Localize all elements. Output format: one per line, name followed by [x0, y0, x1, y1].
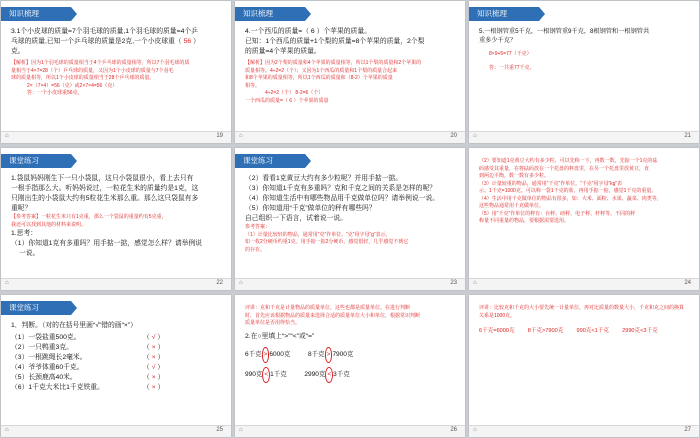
- slide-number: 21: [684, 133, 691, 139]
- hint-block: [245, 305, 457, 328]
- text-line: 乓球的质量,已知一个乒乓球的质量是2克,一个小皮球重（ 56 ）: [11, 38, 200, 45]
- judge-item: （5）长颈鹿高40米。 （ × ）: [11, 374, 165, 381]
- slide-header: 课堂练习: [1, 301, 71, 315]
- home-icon: ⌂: [239, 427, 243, 433]
- answer: 8千克>7900克: [527, 328, 564, 334]
- text-line: 只刚出生的小袋鼠大约有5粒花生米那么重。那么这只袋鼠有多: [11, 195, 199, 202]
- slide-footer: [1, 425, 231, 437]
- slide-header: 课堂练习: [235, 154, 305, 168]
- hint-line: 如一枚2分硬币约重1克。用手掂一掂2分硬币，感觉很轻，几乎感觉不到它: [245, 239, 409, 245]
- slide-header: 知识梳理: [1, 7, 71, 21]
- slide-body: [245, 27, 457, 105]
- home-icon: ⌂: [5, 133, 9, 139]
- text-line: 重多少千克？: [479, 37, 517, 44]
- home-icon: ⌂: [473, 427, 477, 433]
- hint-line: 到两边平衡，数一数有多少粒。: [479, 173, 550, 179]
- slide-header: 知识梳理: [235, 7, 305, 21]
- home-icon: ⌂: [473, 280, 477, 286]
- compare-title: 2.在○里填上“>”“<”或“=”: [245, 332, 315, 340]
- text-line: 3.1个小皮球的质量=7个羽毛球的质量,1个羽毛球的质量=4个乒: [11, 28, 198, 35]
- slide-body: [11, 321, 223, 393]
- hint-block: [479, 51, 691, 72]
- answer: 990克<1千克: [576, 328, 609, 334]
- judge-list: [11, 333, 223, 393]
- slide-25[interactable]: [1, 295, 231, 437]
- slide-22[interactable]: [1, 148, 231, 290]
- text-line: （5）你知道用“千克”做单位的秤有哪些吗？: [245, 205, 376, 212]
- slide-body: [479, 158, 691, 226]
- hint-line: 答：一个小皮球重56克。: [27, 90, 83, 96]
- text-line: 4.一个西瓜的质量=（ 6 ）个苹果的质量。: [245, 28, 371, 35]
- hint-line: 量相当于4×7=28（个）乒乓球的质量，又因为1个小皮球的质量与7个羽毛: [11, 67, 174, 74]
- slide-footer: [469, 425, 699, 437]
- answer: 2990克<3千克: [622, 328, 658, 334]
- answer: √: [151, 364, 156, 371]
- hint-line: （3）计量较重的物品，通常用“千克”作单位。“千克”用字母“kg”表: [479, 180, 623, 187]
- hint-line: 参考答案：: [245, 224, 271, 230]
- slide-body: [479, 305, 691, 336]
- slide-number: 19: [216, 133, 223, 139]
- compare-answer: <: [262, 367, 270, 383]
- slide-body: [11, 27, 223, 98]
- compare-answer: >: [325, 347, 333, 363]
- hint-line: 答：一共重77千克。: [489, 64, 535, 71]
- judge-item: （4）爷爷体重60千克。 （ √ ）: [11, 364, 165, 371]
- slide-number: 25: [216, 427, 223, 433]
- hint-line: 质量单位是否用得恰当。: [245, 320, 301, 326]
- slide-23[interactable]: [235, 148, 465, 290]
- slide-number: 20: [450, 133, 457, 139]
- slide-body: [245, 305, 457, 383]
- answer: ×: [151, 374, 156, 381]
- hint-line: 的存在。: [245, 246, 266, 253]
- slide-footer: [235, 131, 465, 143]
- home-icon: ⌂: [239, 133, 243, 139]
- answer: ×: [151, 344, 156, 351]
- compare-answer: >: [262, 347, 270, 363]
- hint-block: [245, 224, 457, 254]
- hint-line: 评讲：比较克和千克的大小要先统一计量单位，再对比质量的数量大小，千克和克之间的换算: [479, 305, 685, 311]
- slide-header: 课堂练习: [1, 154, 71, 168]
- hint-line: （5）用“千克”作单位的秤有：台秤、磅秤、电子秤、杆秤等，不同的秤: [479, 210, 636, 217]
- compare-answer: <: [325, 367, 333, 383]
- text-line: （3）你知道1千克有多重吗？克和千克之间的关系是怎样的呢？: [245, 185, 437, 192]
- slide-footer: [235, 425, 465, 437]
- hint-line: 4÷2=2（个） 8-2=6（个）: [265, 90, 324, 96]
- slide-19[interactable]: [1, 1, 231, 143]
- text-line: （1）你知道1克有多重吗？用手掂一掂，感觉怎么样？请举例说: [11, 240, 203, 247]
- answer: 56: [183, 38, 192, 45]
- text-line: 的质量=4个苹果的质量。: [245, 48, 321, 55]
- hint-line: 称量不同重量的物品，要根据需要选用。: [479, 218, 570, 224]
- hint-line: 码感受其重量，在将砝码放在一个托盘的秤盘里，在另一个托盘里放黄豆，直: [479, 165, 650, 172]
- slide-footer: [235, 278, 465, 290]
- compare-row: 990克 < 1千克 2990克 < 3千克: [245, 367, 457, 383]
- text-line: 克。: [11, 48, 25, 55]
- hint-line: 我还可以找到其他的材料来说明。: [11, 221, 87, 228]
- judge-item: （2）一只鸭重3克。 （ × ）: [11, 344, 165, 351]
- hint-line: 示。1千克=1000克。可以称一袋1千克的盐，再用手掂一掂，感觉1千克的重量。: [479, 188, 657, 194]
- slide-number: 24: [684, 280, 691, 286]
- compare-row: 6千克 > 6000克 8千克 > 7900克: [245, 347, 457, 363]
- slide-body: [245, 174, 457, 254]
- hint-line: （2）要知道1克黄豆大约有多少粒，可以先称一下，再数一数，先掂一个1克的砝: [479, 158, 658, 164]
- slide-footer: [469, 278, 699, 290]
- slide-footer: [469, 131, 699, 143]
- slide-number: 27: [684, 427, 691, 433]
- slide-26[interactable]: [235, 295, 465, 437]
- text-line: 重呢？: [11, 205, 32, 212]
- text-line: 1.思考：: [11, 230, 38, 237]
- judge-item: （6）1千克大米比1千克铁重。 （ × ）: [11, 384, 165, 391]
- slide-footer: [1, 131, 231, 143]
- answer: ×: [151, 354, 156, 361]
- slide-body: [11, 174, 223, 259]
- hint-line: 【参考答案】一粒花生米只有1克重，那么一个袋鼠的重量约有5克重，: [11, 214, 167, 220]
- text-line: （4）你知道生活中有哪些物品用千克做单位吗？请举例说一说。: [245, 195, 440, 202]
- slide-number: 22: [216, 280, 223, 286]
- hint-line: 【解析】因为1个羽毛球的质量相当于4个乒乓球的质量相等，所以7个羽毛球的质: [11, 60, 190, 66]
- slide-footer: [1, 278, 231, 290]
- answer: ×: [151, 384, 156, 391]
- text-line: 一说。: [19, 250, 40, 257]
- text-line: 已知：1个西瓜的质量+1个梨的质量=8个苹果的质量，2个梨: [245, 38, 425, 45]
- answers-row: [479, 328, 691, 336]
- text-line: 自己组织一下语言，试着说一说。: [245, 215, 347, 222]
- home-icon: ⌂: [239, 280, 243, 286]
- hint-line: 关系是1000克。: [479, 312, 516, 319]
- compare-grid: [245, 347, 457, 383]
- text-line: （2）看看1克黄豆大约有多少粒呢？并用手掂一掂。: [245, 175, 403, 182]
- hint-line: 这些物品通常用千克做单位。: [479, 203, 545, 209]
- text-line: 5.一根钢管重5千克，一根钢管重9千克，8根钢管和一根钢管共: [479, 28, 650, 35]
- slide-21[interactable]: [469, 1, 699, 143]
- hint-block: [11, 60, 223, 98]
- answer: 6千克=6000克: [479, 328, 515, 334]
- hint-block: [245, 60, 457, 105]
- hint-line: （4）生活中用千克做单位的物品有很多，如：大米、面粉、水果、蔬菜、肉类等，: [479, 195, 662, 202]
- slide-24[interactable]: [469, 148, 699, 290]
- slide-number: 23: [450, 280, 457, 286]
- home-icon: ⌂: [473, 133, 477, 139]
- hint-line: （1）计量比较轻的物品，通常用“克”作单位。“克”用字母“g”表示。: [245, 231, 391, 238]
- answer: √: [151, 334, 156, 341]
- slide-number: 26: [450, 427, 457, 433]
- text-line: 一根手指那么大。听妈妈说过，一粒花生米的质量约是1克，这: [11, 185, 199, 192]
- slide-20[interactable]: [235, 1, 465, 143]
- hint-line: 8×9+5=77（千克）: [489, 51, 532, 57]
- text-line: 1.袋鼠妈妈刚生下一只小袋鼠，这只小袋鼠很小，看上去只有: [11, 175, 194, 182]
- home-icon: ⌂: [5, 280, 9, 286]
- home-icon: ⌂: [5, 427, 9, 433]
- hint-line: 和8个苹果的质量相等，所以1个西瓜的质量和（8-2）个苹果的质量: [245, 75, 393, 81]
- slide-27[interactable]: [469, 295, 699, 437]
- hint-line: 一个西瓜的质量=（ 6 ）个苹果的质量: [245, 97, 329, 104]
- hint-line: 2×（7×4）=56（克）或2×7×4=56（克）: [27, 82, 118, 89]
- hint-line: 球的质量相等，所以1个小皮球的质量相当于28个乒乓球的质量。: [11, 75, 155, 81]
- hint-line: 【解析】因为2个梨的质量和4个苹果的质量相等，所以1个梨的质量和2个苹果的: [245, 60, 422, 66]
- hint-line: 相等。: [245, 82, 261, 89]
- slide-header: 知识梳理: [469, 7, 539, 21]
- hint-line: 质量相等。4÷2=2（个）；又因为1个西瓜的质量和1个梨的质量合起来: [245, 67, 398, 74]
- slide-body: [479, 27, 691, 72]
- judge-item: （3）一根跳绳长2毫米。 （ × ）: [11, 354, 165, 361]
- hint-line: 时，首先应该根据物品的质量来选择合适的质量单位大小和单位，根据常识判断: [245, 312, 421, 319]
- text-line: 1．判断。（对的在括号里画“√”错的画“×”）: [11, 322, 137, 329]
- hint-line: 评讲：克和千克是计量物品的质量单位，这些也都是质量单位。在进行判断: [245, 305, 411, 311]
- hint-block: [11, 214, 223, 229]
- judge-item: （1）一袋盐重500克。 （ √ ）: [11, 334, 165, 341]
